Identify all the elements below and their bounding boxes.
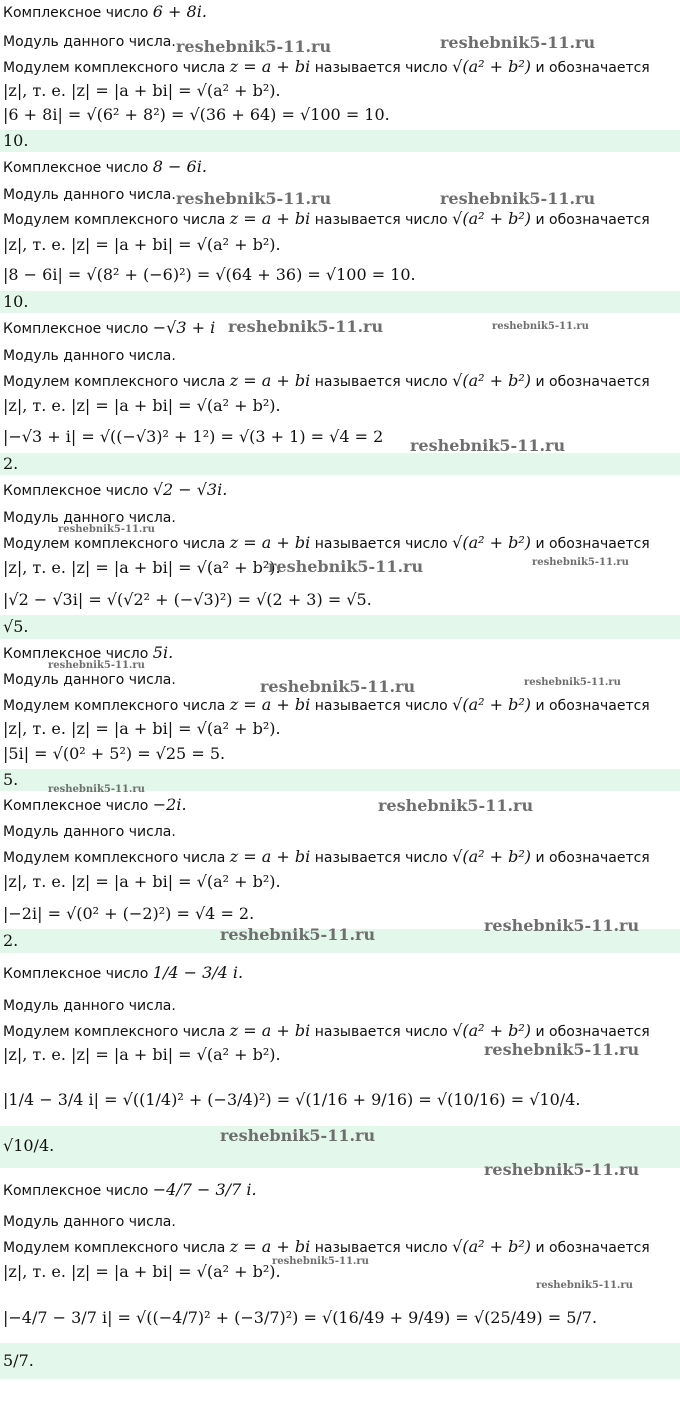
definition-line: Модулем комплексного числа z = a + bi называется число √(a² + b²) и обозначается <box>3 847 650 866</box>
module-label: Модуль данного числа. <box>3 510 176 526</box>
watermark: reshebnik5-11.ru <box>524 677 621 688</box>
definition-line: Модулем комплексного числа z = a + bi называется число √(a² + b²) и обозначается <box>3 209 650 228</box>
problem-5-answer: 5. <box>3 770 19 789</box>
module-label: Модуль данного числа. <box>3 1214 176 1230</box>
watermark: reshebnik5-11.ru <box>48 784 145 795</box>
definition-line-2: |z|, т. е. |z| = |a + bi| = √(a² + b²). <box>3 396 281 415</box>
definition-line: Модулем комплексного числа z = a + bi называется число √(a² + b²) и обозначается <box>3 695 650 714</box>
definition-line-2: |z|, т. е. |z| = |a + bi| = √(a² + b²). <box>3 719 281 738</box>
problem-8-calc: |−4/7 − 3/7 i| = √((−4/7)² + (−3/7)²) = √(16/49 + 9/49) = √(25/49) = 5/7. <box>3 1308 598 1327</box>
problem-6-number-line: Комплексное число −2i. <box>3 795 187 814</box>
problem-1-number-line: Комплексное число 6 + 8i. <box>3 2 207 21</box>
watermark: reshebnik5-11.ru <box>410 436 566 455</box>
watermark: reshebnik5-11.ru <box>536 1280 633 1291</box>
watermark: reshebnik5-11.ru <box>484 916 640 935</box>
definition-line-2: |z|, т. е. |z| = |a + bi| = √(a² + b²). <box>3 1045 281 1064</box>
definition-line-2: |z|, т. е. |z| = |a + bi| = √(a² + b²). <box>3 558 281 577</box>
watermark: reshebnik5-11.ru <box>58 524 155 535</box>
definition-line-2: |z|, т. е. |z| = |a + bi| = √(a² + b²). <box>3 1262 281 1281</box>
problem-7-answer: √10/4. <box>3 1136 55 1155</box>
watermark: reshebnik5-11.ru <box>532 557 629 568</box>
problem-8-answer: 5/7. <box>3 1351 34 1370</box>
problem-4-answer: √5. <box>3 617 29 636</box>
problem-5-number-line: Комплексное число 5i. <box>3 643 174 662</box>
problem-1-calc: |6 + 8i| = √(6² + 8²) = √(36 + 64) = √100 = 10. <box>3 105 390 124</box>
definition-line: Модулем комплексного числа z = a + bi называется число √(a² + b²) и обозначается <box>3 371 650 390</box>
module-label: Модуль данного числа. <box>3 672 176 688</box>
problem-1-answer-box <box>0 130 680 152</box>
problem-8-answer-box <box>0 1343 680 1379</box>
watermark: reshebnik5-11.ru <box>484 1160 640 1179</box>
watermark: reshebnik5-11.ru <box>48 660 145 671</box>
watermark: reshebnik5-11.ru <box>220 925 376 944</box>
problem-5-calc: |5i| = √(0² + 5²) = √25 = 5. <box>3 744 226 763</box>
problem-3-number-line: Комплексное число −√3 + i <box>3 318 216 337</box>
problem-2-number-line: Комплексное число 8 − 6i. <box>3 157 207 176</box>
watermark: reshebnik5-11.ru <box>268 557 424 576</box>
definition-line: Модулем комплексного числа z = a + bi называется число √(a² + b²) и обозначается <box>3 533 650 552</box>
watermark: reshebnik5-11.ru <box>176 189 332 208</box>
problem-8-number-line: Комплексное число −4/7 − 3/7 i. <box>3 1180 257 1199</box>
definition-line: Модулем комплексного числа z = a + bi называется число √(a² + b²) и обозначается <box>3 1021 650 1040</box>
problem-6-answer: 2. <box>3 931 19 950</box>
problem-7-calc: |1/4 − 3/4 i| = √((1/4)² + (−3/4)²) = √(1/16 + 9/16) = √(10/16) = √10/4. <box>3 1090 581 1109</box>
problem-2-answer: 10. <box>3 292 29 311</box>
watermark: reshebnik5-11.ru <box>220 1126 376 1145</box>
watermark: reshebnik5-11.ru <box>484 1040 640 1059</box>
definition-line: Модулем комплексного числа z = a + bi называется число √(a² + b²) и обозначается <box>3 1237 650 1256</box>
problem-3-answer-box <box>0 453 680 475</box>
module-label: Модуль данного числа. <box>3 187 176 203</box>
problem-1-answer: 10. <box>3 131 29 150</box>
problem-4-answer-box <box>0 615 680 639</box>
problem-3-calc: |−√3 + i| = √((−√3)² + 1²) = √(3 + 1) = √4 = 2 <box>3 427 384 446</box>
problem-2-answer-box <box>0 291 680 313</box>
watermark: reshebnik5-11.ru <box>228 317 384 336</box>
watermark: reshebnik5-11.ru <box>440 189 596 208</box>
watermark: reshebnik5-11.ru <box>440 33 596 52</box>
watermark: reshebnik5-11.ru <box>272 1256 369 1267</box>
problem-6-calc: |−2i| = √(0² + (−2)²) = √4 = 2. <box>3 904 255 923</box>
problem-4-number-line: Комплексное число √2 − √3i. <box>3 480 228 499</box>
problem-2-calc: |8 − 6i| = √(8² + (−6)²) = √(64 + 36) = √100 = 10. <box>3 265 416 284</box>
module-label: Модуль данного числа. <box>3 824 176 840</box>
definition-line-2: |z|, т. е. |z| = |a + bi| = √(a² + b²). <box>3 81 281 100</box>
problem-7-number-line: Комплексное число 1/4 − 3/4 i. <box>3 963 244 982</box>
module-label: Модуль данного числа. <box>3 348 176 364</box>
watermark: reshebnik5-11.ru <box>260 677 416 696</box>
module-label: Модуль данного числа. <box>3 34 176 50</box>
definition-line-2: |z|, т. е. |z| = |a + bi| = √(a² + b²). <box>3 235 281 254</box>
watermark: reshebnik5-11.ru <box>378 796 534 815</box>
watermark: reshebnik5-11.ru <box>176 37 332 56</box>
watermark: reshebnik5-11.ru <box>492 321 589 332</box>
problem-3-answer: 2. <box>3 454 19 473</box>
definition-line: Модулем комплексного числа z = a + bi называется число √(a² + b²) и обозначается <box>3 57 650 76</box>
module-label: Модуль данного числа. <box>3 998 176 1014</box>
problem-4-calc: |√2 − √3i| = √(√2² + (−√3)²) = √(2 + 3) = √5. <box>3 590 372 609</box>
definition-line-2: |z|, т. е. |z| = |a + bi| = √(a² + b²). <box>3 872 281 891</box>
